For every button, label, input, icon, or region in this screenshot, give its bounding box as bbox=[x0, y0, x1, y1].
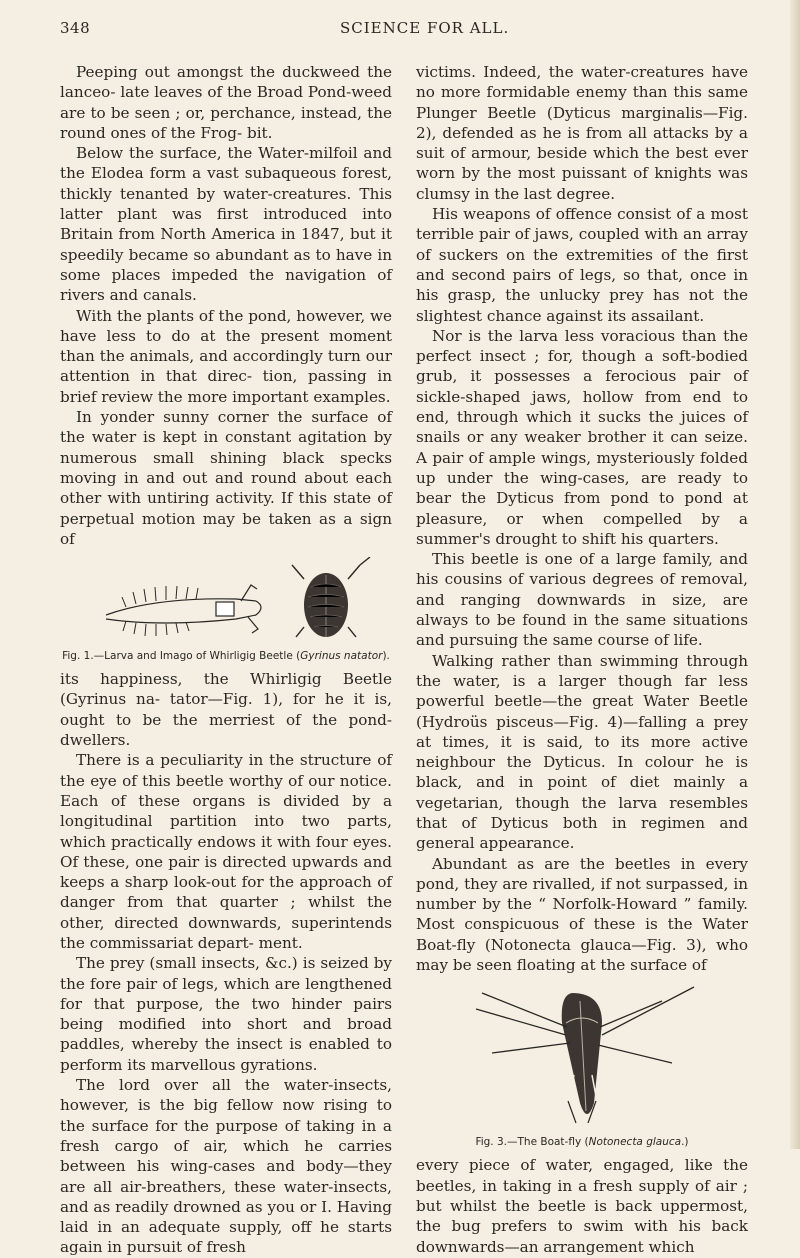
running-title: SCIENCE FOR ALL. bbox=[340, 19, 510, 37]
left-column bbox=[60, 62, 392, 1258]
page-edge bbox=[790, 0, 800, 1149]
paragraph: The lord over all the water-insects, however, is the big fellow now rising to the surface for the purpose of taking in a fresh cargo of air, which he carries between his wing-cases and body—they are all air-breathers, these water-insects, and as readily drowned as you or I. Having laid in an adequate supply, off he starts again in pursuit of fresh bbox=[60, 1076, 392, 1257]
paragraph: In yonder sunny corner the surface of the water is kept in constant agitation by numerous small shining black specks moving in and out and round about each other with untiring activity. If this state of perpetual motion may be taken as a sign of bbox=[60, 408, 392, 548]
paragraph: its happiness, the Whirligig Beetle (Gyrinus na- tator—Fig. 1), for he it is, ought to be the merriest of the pond-dwellers. bbox=[60, 670, 392, 750]
paragraph: This beetle is one of a large family, and his cousins of various degrees of removal, and ranging downwards in size, are always to be found in the same situations and pursuing the same course of life. bbox=[416, 550, 748, 650]
figure-1 bbox=[60, 557, 392, 663]
paragraph: Walking rather than swimming through the water, is a larger though far less powerful beetle—the great Water Beetle (Hydroüs pisceus—Fig. 4)—falling a prey at times, it is said, to its more active neighbour the Dyticus. In colour he is black, and in point of diet mainly a vegetarian, though the larva resembles that of Dyticus both in regimen and general appearance. bbox=[416, 651, 748, 853]
paragraph: There is a peculiarity in the structure of the eye of this beetle worthy of our notice. Each of these organs is divided by a longitudinal partition into two parts, which practically endows it with four eyes. Of these, one pair is directed upwards and keeps a sharp look-out for the approach of danger from that quarter ; whilst the other, directed downwards, superintends the commissariat depart- ment. bbox=[60, 751, 392, 952]
larva-drawing bbox=[106, 585, 261, 636]
paragraph: Below the surface, the Water-milfoil and the Elodea form a vast subaqueous forest, thickly tenanted by water-creatures. This latter plant was first introduced into Britain from North America in 1847, but it speedily became so abundant as to have in some places impeded the navigation of rivers and canals. bbox=[60, 144, 392, 305]
paragraph: Nor is the larva less voracious than the perfect insect ; for, though a soft-bodied grub, it possesses a ferocious pair of sickle-shaped jaws, hollow from end to end, through which it sucks the juices of snails or any weaker brother it can seize. A pair of ample wings, mysteriously folded up under the wing-cases, are ready to bear the Dyticus from pond to pond at pleasure, or when compelled by a summer's drought to shift his quarters. bbox=[416, 326, 748, 548]
whirligig-beetle-illustration bbox=[66, 557, 386, 647]
paragraph: The prey (small insects, &c.) is seized by the fore pair of legs, which are lengthened for that purpose, the two hinder pairs being modified into short and broad paddles, whereby the insect is enabled to perform its marvellous gyrations. bbox=[60, 954, 392, 1074]
right-column bbox=[416, 62, 748, 1257]
boat-fly-illustration bbox=[462, 983, 702, 1133]
page-number: 348 bbox=[60, 19, 91, 37]
paragraph: victims. Indeed, the water-creatures have no more formidable enemy than this same Plunger Beetle (Dyticus marginalis—Fig. 2), defended as he is from all attacks by a suit of armour, beside which the best ever worn by the most puissant of knights was clumsy in the last degree. bbox=[416, 63, 748, 203]
figure-3 bbox=[416, 983, 748, 1149]
imago-drawing bbox=[292, 557, 370, 637]
figure-3-caption: Fig. 3.—The Boat-fly (Notonecta glauca.) bbox=[475, 1136, 689, 1149]
boat-fly-drawing bbox=[476, 987, 694, 1123]
paragraph: Abundant as are the beetles in every pond, they are rivalled, if not surpassed, in number by the “ Norfolk-Howard ” family. Most conspicuous of these is the Water Boat-fly (Notonecta glauca—Fig. 3), who may be seen floating at the surface of bbox=[416, 854, 748, 975]
paragraph: With the plants of the pond, however, we have less to do at the present moment than the animals, and accordingly turn our attention in that direc- tion, passing in brief review the more important examples. bbox=[60, 306, 392, 406]
paragraph: every piece of water, engaged, like the beetles, in taking in a fresh supply of air ; but whilst the beetle is back uppermost, the bug prefers to swim with his back downwards—an arrangement which bbox=[416, 1156, 748, 1256]
running-header bbox=[60, 19, 760, 39]
figure-1-caption: Fig. 1.—Larva and Imago of Whirligig Beetle (Gyrinus natator). bbox=[62, 650, 390, 663]
paragraph: His weapons of offence consist of a most terrible pair of jaws, coupled with an array of suckers on the extremities of the first and second pairs of legs, so that, once in his grasp, the unlucky prey has not the slightest chance against its assailant. bbox=[416, 205, 748, 325]
paragraph: Peeping out amongst the duckweed the lanceo- late leaves of the Broad Pond-weed are to be seen ; or, perchance, instead, the round ones of the Frog- bit. bbox=[60, 63, 392, 142]
